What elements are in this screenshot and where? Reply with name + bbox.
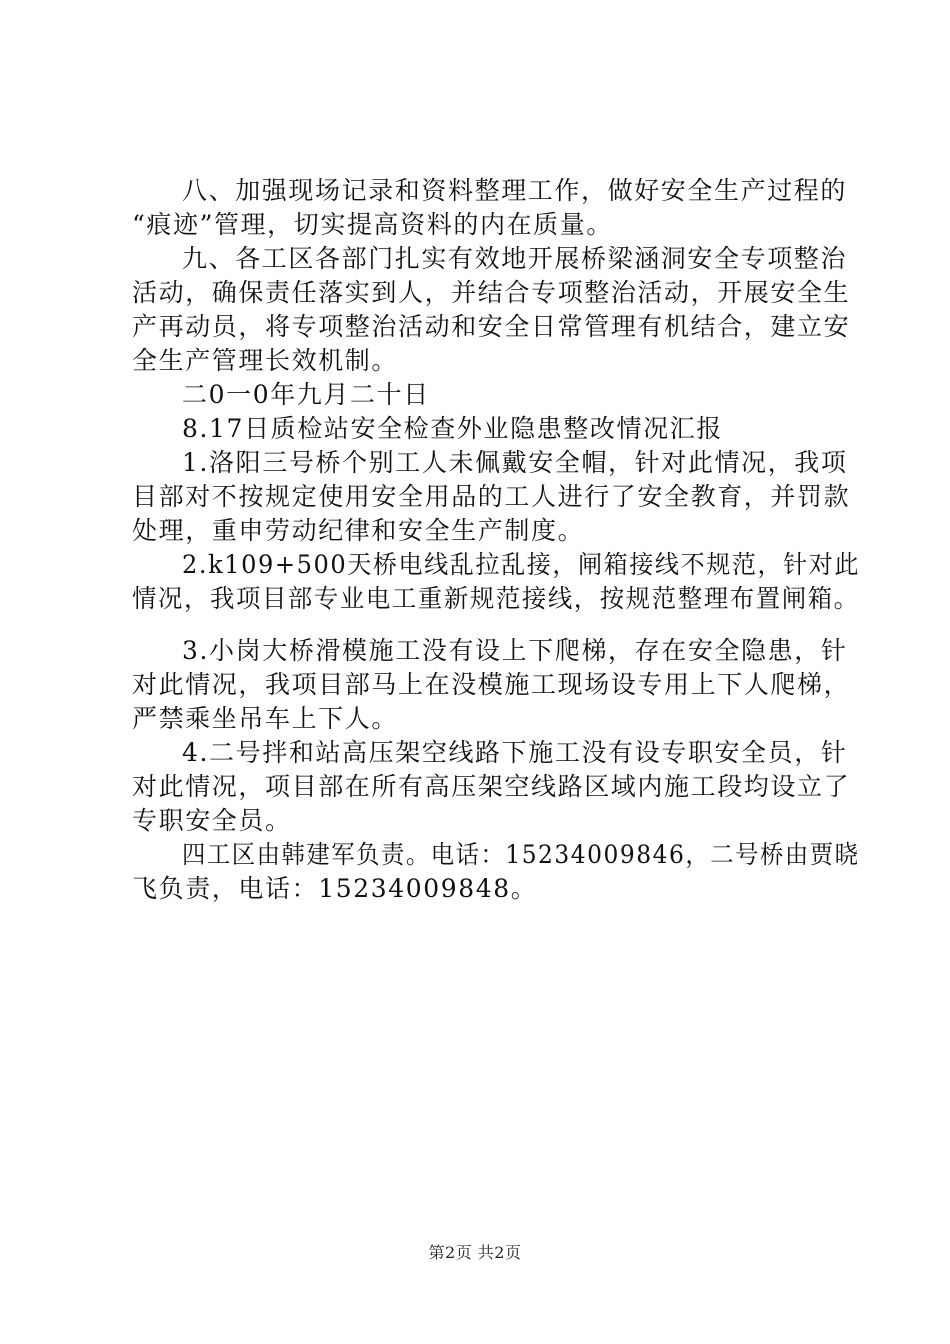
- item-1-line-3: 处理，重申劳动纪律和安全生产制度。: [132, 516, 585, 545]
- paragraph-9-line-4: 全生产管理长效机制。: [132, 346, 399, 375]
- item-1-line-2: 目部对不按规定使用安全用品的工人进行了安全教育，并罚款: [132, 482, 851, 511]
- item-3-line-3: 严禁乘坐吊车上下人。: [132, 704, 399, 733]
- paragraph-8-line-1: 八、加强现场记录和资料整理工作，做好安全生产过程的: [182, 176, 848, 205]
- report-title: 8.17日质检站安全检查外业隐患整改情况汇报: [182, 414, 723, 443]
- document-date: 二0一0年九月二十日: [182, 380, 430, 409]
- paragraph-9-line-1: 九、各工区各部门扎实有效地开展桥梁涵洞安全专项整治: [182, 244, 848, 273]
- contact-line-1: 四工区由韩建军负责。电话：15234009846，二号桥由贾晓: [182, 840, 860, 869]
- paragraph-8-line-2: “痕迹”管理，切实提高资料的内在质量。: [132, 210, 613, 239]
- item-2-line-2: 情况，我项目部专业电工重新规范接线，按规范整理布置闸箱。: [132, 584, 860, 613]
- item-2-line-1: 2.k109+500天桥电线乱拉乱接，闸箱接线不规范，针对此: [182, 550, 861, 579]
- contact-line-2: 飞负责，电话：15234009848。: [132, 874, 538, 903]
- paragraph-9-line-3: 产再动员，将专项整治活动和安全日常管理有机结合，建立安: [132, 312, 851, 341]
- item-3-line-1: 3.小岗大桥滑模施工没有设上下爬梯，存在安全隐患，针: [182, 636, 848, 665]
- item-4-line-3: 专职安全员。: [132, 806, 292, 835]
- paragraph-9-line-2: 活动，确保责任落实到人，并结合专项整治活动，开展安全生: [132, 278, 851, 307]
- item-1-line-1: 1.洛阳三号桥个别工人未佩戴安全帽，针对此情况，我项: [182, 448, 848, 477]
- item-4-line-1: 4.二号拌和站高压架空线路下施工没有设专职安全员，针: [182, 738, 848, 767]
- page-number-footer: 第2页 共2页: [428, 1243, 522, 1262]
- item-4-line-2: 对此情况，项目部在所有高压架空线路区域内施工段均设立了: [132, 772, 851, 801]
- item-3-line-2: 对此情况，我项目部马上在没模施工现场设专用上下人爬梯，: [132, 670, 851, 699]
